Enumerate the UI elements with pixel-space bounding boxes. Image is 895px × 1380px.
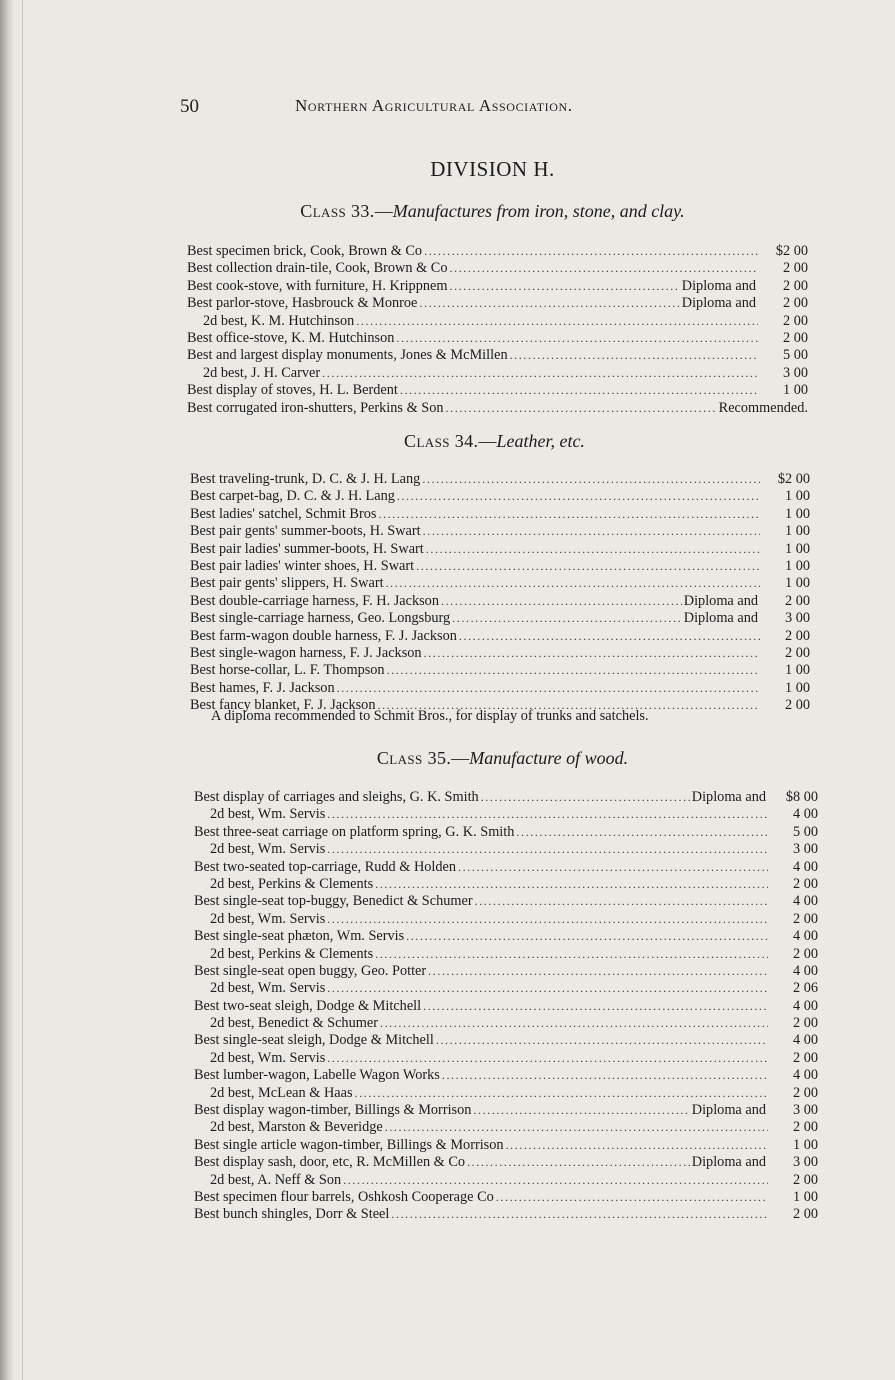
award-entry-row xyxy=(194,841,818,858)
entry-amount: 4 00 xyxy=(792,893,818,910)
page-edge-line xyxy=(22,0,23,1380)
award-entry-row xyxy=(194,1067,818,1084)
class-33-label: Class 33. xyxy=(300,201,375,221)
entry-description: 2d best, Wm. Servis xyxy=(210,841,326,858)
class-35-list xyxy=(194,789,818,1224)
entry-amount: 3 00 xyxy=(782,364,808,381)
page-header xyxy=(180,96,720,122)
entry-description: Best pair gents' summer-boots, H. Swart xyxy=(190,523,421,540)
entry-description: Best horse-collar, L. F. Thompson xyxy=(190,662,385,679)
dot-leader xyxy=(356,313,758,330)
entry-description: Best two-seat sleigh, Dodge & Mitchell xyxy=(194,997,422,1014)
award-entry-row xyxy=(194,963,818,980)
entry-description: 2d best, Perkins & Clements xyxy=(210,875,374,892)
entry-description: Best single-seat top-buggy, Benedict & Schumer xyxy=(194,893,473,910)
entry-description: Best ladies' satchel, Schmit Bros xyxy=(190,505,377,522)
entry-amount: 4 00 xyxy=(792,1032,818,1049)
entry-amount: 2 00 xyxy=(784,697,810,714)
dot-leader xyxy=(322,365,758,382)
entry-amount: 2 00 xyxy=(782,295,808,312)
entry-award: Diploma and xyxy=(681,295,756,312)
entry-amount: 1 00 xyxy=(784,540,810,557)
dot-leader xyxy=(397,488,760,505)
entry-description: Best specimen brick, Cook, Brown & Co xyxy=(187,243,423,259)
entry-description: Best pair ladies' winter shoes, H. Swart xyxy=(190,557,415,574)
dot-leader xyxy=(458,859,768,876)
entry-amount: 4 00 xyxy=(792,1067,818,1084)
entry-amount: $2 00 xyxy=(777,471,810,487)
award-entry-row xyxy=(194,928,818,945)
award-entry-row xyxy=(187,330,808,347)
class-35-subject: Manufacture of wood. xyxy=(469,748,629,768)
entry-description: Best single article wagon-timber, Billings & Morrison xyxy=(194,1136,504,1153)
entry-amount: 1 00 xyxy=(792,1188,818,1205)
entry-amount: 2 00 xyxy=(792,1171,818,1188)
award-entry-row xyxy=(194,824,818,841)
entry-description: Best single-seat open buggy, Geo. Potter xyxy=(194,962,427,979)
entry-amount: 2 00 xyxy=(792,910,818,927)
award-entry-row xyxy=(194,806,818,823)
dot-leader xyxy=(406,928,768,945)
dot-leader xyxy=(423,998,768,1015)
award-entry-row xyxy=(190,471,810,488)
dot-leader xyxy=(391,1206,768,1223)
award-entry-row xyxy=(194,1137,818,1154)
dot-leader xyxy=(441,593,682,610)
entry-amount: 2 00 xyxy=(784,627,810,644)
dot-leader xyxy=(378,506,760,523)
award-entry-row xyxy=(194,980,818,997)
class-34-label: Class 34. xyxy=(404,431,479,451)
entry-description: Best display sash, door, etc, R. McMillen & Co xyxy=(194,1154,466,1171)
entry-amount: $8 00 xyxy=(785,789,818,805)
entry-description: Best pair gents' slippers, H. Swart xyxy=(190,575,384,592)
entry-amount: 3 00 xyxy=(792,1102,818,1119)
dot-leader xyxy=(380,1015,768,1032)
dot-leader xyxy=(327,806,768,823)
award-entry-row xyxy=(187,313,808,330)
award-entry-row xyxy=(194,1050,818,1067)
dot-leader xyxy=(452,610,682,627)
award-entry-row xyxy=(187,243,808,260)
award-entry-row xyxy=(194,893,818,910)
award-entry-row xyxy=(194,1015,818,1032)
award-entry-row xyxy=(194,1172,818,1189)
award-entry-row xyxy=(194,859,818,876)
entry-description: 2d best, A. Neff & Son xyxy=(210,1171,342,1188)
dot-leader xyxy=(481,789,690,806)
class-34-subject: Leather, etc. xyxy=(496,431,585,451)
award-entry-row xyxy=(194,789,818,806)
entry-amount: 2 00 xyxy=(792,945,818,962)
entry-award: Diploma and xyxy=(683,610,758,627)
entry-amount: 2 00 xyxy=(792,1049,818,1066)
class-33-dash: — xyxy=(374,201,393,221)
entry-description: Best double-carriage harness, F. H. Jackson xyxy=(190,592,439,609)
entry-description: Best three-seat carriage on platform spring, G. K. Smith xyxy=(194,823,515,840)
award-entry-row xyxy=(194,876,818,893)
entry-award: Diploma and xyxy=(691,1102,766,1119)
dot-leader xyxy=(473,1102,689,1119)
dot-leader xyxy=(446,400,717,417)
dot-leader xyxy=(442,1067,768,1084)
entry-amount: 3 00 xyxy=(792,1154,818,1171)
award-entry-row xyxy=(190,645,810,662)
entry-amount: 1 00 xyxy=(782,382,808,399)
entry-amount: 4 00 xyxy=(792,858,818,875)
award-entry-row xyxy=(194,946,818,963)
entry-amount: 1 00 xyxy=(792,1136,818,1153)
award-entry-row xyxy=(194,1102,818,1119)
entry-amount: 1 00 xyxy=(784,575,810,592)
entry-amount: 4 00 xyxy=(792,928,818,945)
entry-amount: Recommended. xyxy=(718,399,808,416)
entry-description: Best pair ladies' summer-boots, H. Swart xyxy=(190,540,424,557)
entry-amount: 5 00 xyxy=(782,347,808,364)
entry-description: Best fancy blanket, F. J. Jackson xyxy=(190,697,376,714)
entry-amount: 4 00 xyxy=(792,997,818,1014)
entry-description: Best lumber-wagon, Labelle Wagon Works xyxy=(194,1067,440,1084)
dot-leader xyxy=(424,645,760,662)
dot-leader xyxy=(450,260,759,277)
class-33-list xyxy=(187,243,808,417)
award-entry-row xyxy=(190,558,810,575)
entry-description: Best single-seat sleigh, Dodge & Mitchell xyxy=(194,1032,434,1049)
entry-description: Best display of carriages and sleighs, G. K. Smith xyxy=(194,789,479,805)
dot-leader xyxy=(355,1085,768,1102)
entry-description: Best cook-stove, with furniture, H. Krippnem xyxy=(187,277,448,294)
award-entry-row xyxy=(190,523,810,540)
award-entry-row xyxy=(194,1085,818,1102)
award-entry-row xyxy=(194,911,818,928)
dot-leader xyxy=(436,1032,768,1049)
entry-amount: 2 00 xyxy=(782,312,808,329)
entry-amount: 2 00 xyxy=(784,592,810,609)
entry-amount: 1 00 xyxy=(784,557,810,574)
entry-amount: 2 00 xyxy=(782,260,808,277)
dot-leader xyxy=(459,628,760,645)
award-entry-row xyxy=(187,278,808,295)
dot-leader xyxy=(343,1172,768,1189)
dot-leader xyxy=(422,471,760,488)
entry-description: Best bunch shingles, Dorr & Steel xyxy=(194,1206,390,1223)
entry-description: 2d best, Perkins & Clements xyxy=(210,945,374,962)
dot-leader xyxy=(416,558,760,575)
dot-leader xyxy=(387,662,760,679)
award-entry-row xyxy=(190,628,810,645)
entry-amount: 4 00 xyxy=(792,806,818,823)
entry-amount: 2 06 xyxy=(792,980,818,997)
award-entry-row xyxy=(190,488,810,505)
entry-description: Best specimen flour barrels, Oshkosh Cooperage Co xyxy=(194,1188,494,1205)
entry-amount: 2 00 xyxy=(782,277,808,294)
class-33-heading xyxy=(180,201,805,222)
dot-leader xyxy=(385,1119,768,1136)
entry-description: Best carpet-bag, D. C. & J. H. Lang xyxy=(190,488,395,505)
entry-amount: 4 00 xyxy=(792,962,818,979)
page-edge-shadow xyxy=(0,0,14,1380)
entry-award: Diploma and xyxy=(683,592,758,609)
award-entry-row xyxy=(194,1154,818,1171)
entry-amount: 2 00 xyxy=(792,1015,818,1032)
entry-description: 2d best, McLean & Haas xyxy=(210,1084,353,1101)
class-34-dash: — xyxy=(478,431,497,451)
dot-leader xyxy=(428,963,768,980)
dot-leader xyxy=(510,347,758,364)
award-entry-row xyxy=(194,1119,818,1136)
entry-description: 2d best, Benedict & Schumer xyxy=(210,1015,378,1032)
award-entry-row xyxy=(187,400,808,417)
award-entry-row xyxy=(190,575,810,592)
entry-amount: 1 00 xyxy=(784,679,810,696)
dot-leader xyxy=(423,523,760,540)
dot-leader xyxy=(396,330,758,347)
award-entry-row xyxy=(190,506,810,523)
award-entry-row xyxy=(194,1206,818,1223)
award-entry-row xyxy=(187,347,808,364)
entry-description: 2d best, J. H. Carver xyxy=(203,364,321,381)
class-34-note: A diploma recommended to Schmit Bros., for display of trunks and satchels. xyxy=(211,708,649,724)
entry-description: 2d best, Wm. Servis xyxy=(210,1049,326,1066)
dot-leader xyxy=(426,541,760,558)
award-entry-row xyxy=(187,295,808,312)
entry-description: 2d best, Wm. Servis xyxy=(210,806,326,823)
class-33-subject: Manufactures from iron, stone, and clay. xyxy=(392,201,685,221)
dot-leader xyxy=(327,911,768,928)
award-entry-row xyxy=(190,610,810,627)
award-entry-row xyxy=(194,1032,818,1049)
entry-amount: 2 00 xyxy=(792,1119,818,1136)
award-entry-row xyxy=(190,680,810,697)
dot-leader xyxy=(467,1154,690,1171)
entry-description: Best single-wagon harness, F. J. Jackson xyxy=(190,644,422,661)
entry-description: 2d best, K. M. Hutchinson xyxy=(203,312,355,329)
running-title: Northern Agricultural Association. xyxy=(295,96,573,115)
entry-amount: 1 00 xyxy=(784,523,810,540)
award-entry-row xyxy=(187,382,808,399)
dot-leader xyxy=(327,980,768,997)
award-entry-row xyxy=(190,541,810,558)
dot-leader xyxy=(375,946,768,963)
award-entry-row xyxy=(190,593,810,610)
award-entry-row xyxy=(194,1189,818,1206)
entry-description: 2d best, Marston & Beveridge xyxy=(210,1119,383,1136)
entry-description: Best display of stoves, H. L. Berdent xyxy=(187,382,398,399)
entry-award: Diploma and xyxy=(691,789,766,805)
entry-description: Best single-seat phæton, Wm. Servis xyxy=(194,928,405,945)
dot-leader xyxy=(449,278,679,295)
entry-amount: 3 00 xyxy=(784,610,810,627)
award-entry-row xyxy=(187,365,808,382)
entry-description: Best corrugated iron-shutters, Perkins & Son xyxy=(187,399,444,416)
dot-leader xyxy=(386,575,760,592)
entry-description: 2d best, Wm. Servis xyxy=(210,980,326,997)
class-35-dash: — xyxy=(451,748,470,768)
dot-leader xyxy=(327,1050,768,1067)
dot-leader xyxy=(424,243,758,260)
dot-leader xyxy=(419,295,679,312)
entry-description: Best single-carriage harness, Geo. Longsburg xyxy=(190,610,451,627)
entry-description: Best collection drain-tile, Cook, Brown & Co xyxy=(187,260,448,277)
entry-description: 2d best, Wm. Servis xyxy=(210,910,326,927)
entry-amount: 1 00 xyxy=(784,488,810,505)
page-number: 50 xyxy=(180,96,199,117)
entry-amount: 2 00 xyxy=(792,1084,818,1101)
dot-leader xyxy=(475,893,768,910)
dot-leader xyxy=(337,680,760,697)
entry-description: Best parlor-stove, Hasbrouck & Monroe xyxy=(187,295,418,312)
division-title: DIVISION H. xyxy=(430,157,555,181)
entry-description: Best office-stove, K. M. Hutchinson xyxy=(187,329,395,346)
entry-description: Best traveling-trunk, D. C. & J. H. Lang xyxy=(190,471,421,487)
class-35-label: Class 35. xyxy=(376,748,452,768)
entry-description: Best two-seated top-carriage, Rudd & Holden xyxy=(194,858,457,875)
class-35-heading xyxy=(190,748,815,769)
dot-leader xyxy=(400,382,758,399)
dot-leader xyxy=(496,1189,768,1206)
dot-leader xyxy=(327,841,768,858)
entry-amount: $2 00 xyxy=(775,243,808,259)
entry-amount: 1 00 xyxy=(784,505,810,522)
dot-leader xyxy=(516,824,768,841)
entry-amount: 1 00 xyxy=(784,662,810,679)
entry-amount: 5 00 xyxy=(792,823,818,840)
award-entry-row xyxy=(187,260,808,277)
entry-amount: 2 00 xyxy=(782,329,808,346)
dot-leader xyxy=(506,1137,768,1154)
entry-description: Best display wagon-timber, Billings & Morrison xyxy=(194,1102,472,1119)
entry-description: Best farm-wagon double harness, F. J. Jackson xyxy=(190,627,457,644)
dot-leader xyxy=(375,876,768,893)
entry-description: Best and largest display monuments, Jones & McMillen xyxy=(187,347,508,364)
entry-award: Diploma and xyxy=(681,277,756,294)
class-34-list xyxy=(190,471,810,714)
class-34-heading xyxy=(182,431,807,452)
entry-award: Diploma and xyxy=(691,1154,766,1171)
entry-amount: 2 00 xyxy=(792,875,818,892)
entry-description: Best hames, F. J. Jackson xyxy=(190,679,335,696)
entry-amount: 2 00 xyxy=(784,644,810,661)
entry-amount: 2 00 xyxy=(792,1206,818,1223)
entry-amount: 3 00 xyxy=(792,841,818,858)
award-entry-row xyxy=(190,662,810,679)
award-entry-row xyxy=(194,998,818,1015)
